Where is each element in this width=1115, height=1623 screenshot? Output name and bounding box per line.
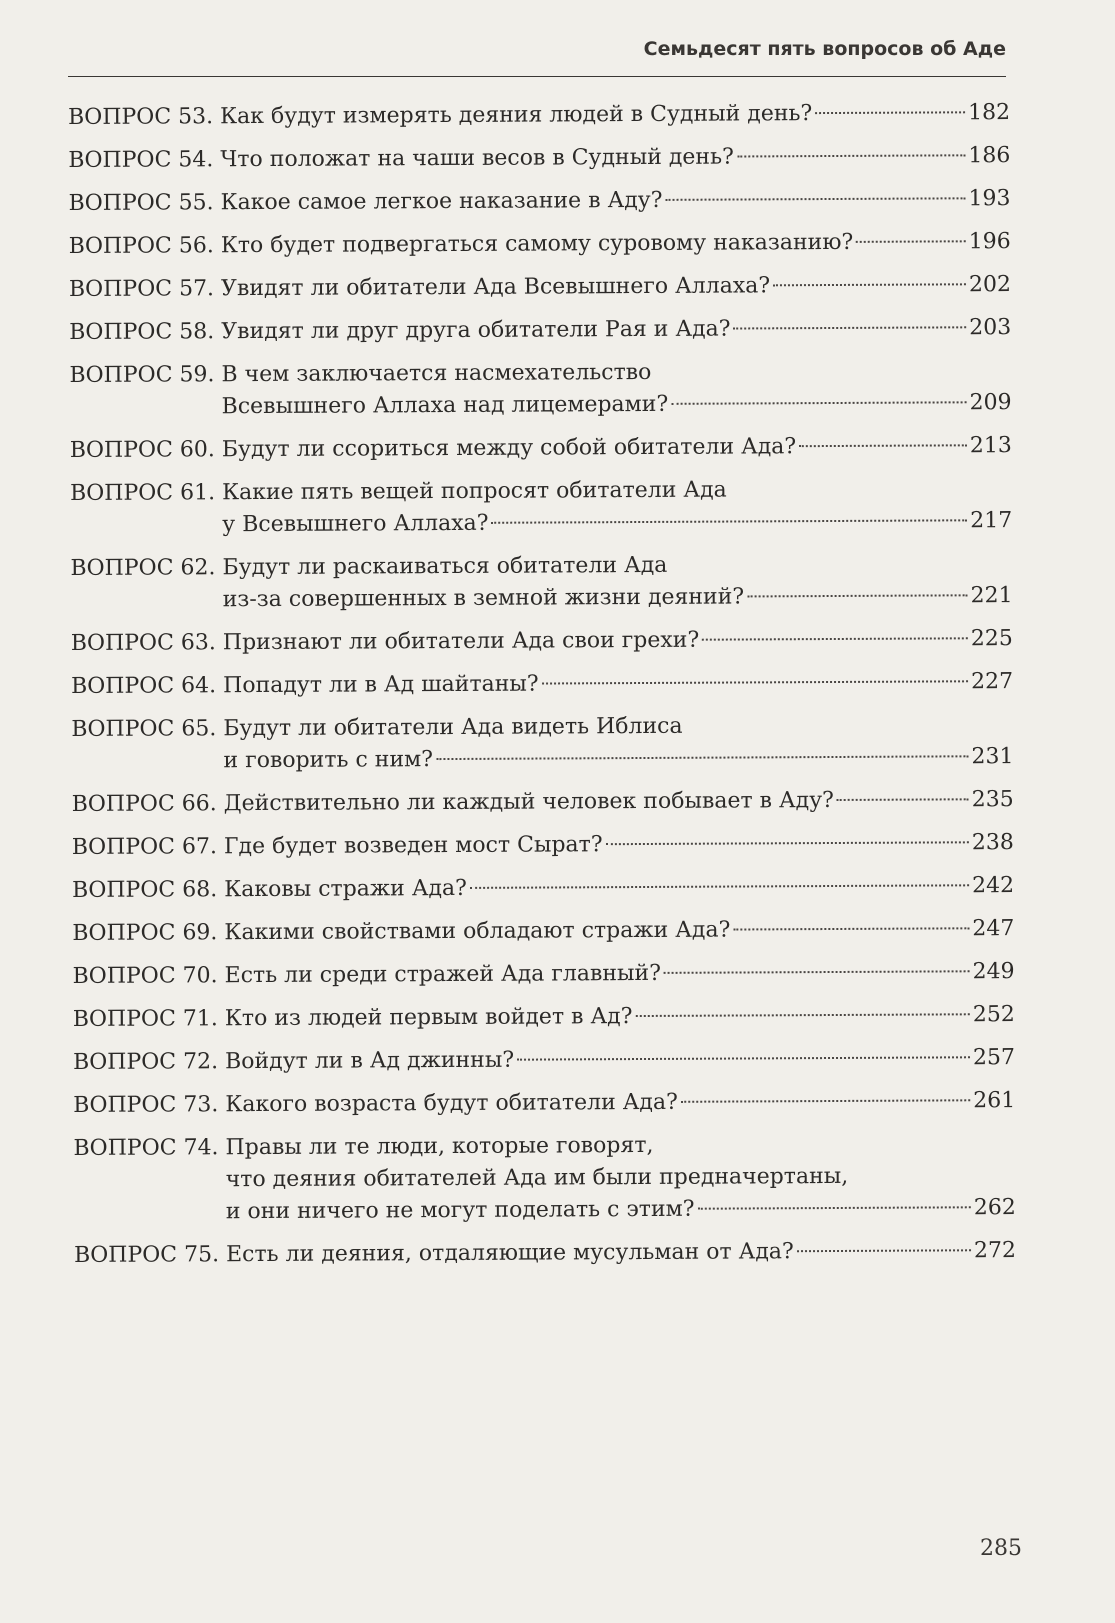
toc-entry-text: Действительно ли каждый человек побывает в Аду?	[223, 787, 834, 817]
toc-entry-page: 242	[972, 873, 1015, 899]
dot-leader	[799, 444, 967, 447]
toc-entry	[69, 312, 1011, 349]
toc-entry	[71, 709, 1013, 778]
toc-entry-page: 235	[971, 787, 1014, 813]
toc-entry	[72, 784, 1014, 821]
toc-entry-label: ВОПРОС 56.	[68, 233, 214, 259]
toc-entry-last-line	[224, 784, 1014, 820]
toc-entry-text: Есть ли деяния, отдаляющие мусульман от Ада?	[226, 1239, 794, 1268]
toc-entry-page: 209	[969, 390, 1012, 416]
toc-entry	[72, 956, 1014, 993]
toc-entry-text: Попадут ли в Ад шайтаны?	[223, 671, 539, 699]
toc-entry-body	[223, 623, 1013, 659]
toc-entry-last-line	[224, 913, 1014, 949]
toc-entry	[68, 97, 1010, 134]
toc-entry-label: ВОПРОС 73.	[73, 1092, 219, 1118]
dot-leader	[856, 240, 966, 243]
toc-entry-label: ВОПРОС 69.	[72, 920, 218, 946]
dot-leader	[606, 841, 969, 845]
toc-entry-body	[220, 140, 1010, 176]
toc-entry-body	[220, 183, 1010, 219]
toc-entry-page: 196	[968, 229, 1011, 255]
toc-entry	[70, 473, 1012, 542]
toc-entry-last-line	[225, 999, 1015, 1035]
dot-leader	[635, 1013, 969, 1017]
dot-leader	[737, 154, 965, 157]
toc-entry-body	[225, 1042, 1015, 1078]
table-of-contents	[68, 97, 1016, 1283]
toc-entry	[69, 355, 1011, 424]
toc-entry-text: Увидят ли обитатели Ада Всевышнего Аллаха?	[220, 273, 771, 302]
toc-entry	[70, 548, 1012, 617]
toc-entry-body	[225, 1128, 1015, 1228]
dot-leader	[815, 111, 965, 114]
toc-entry-last-line	[224, 870, 1014, 906]
toc-entry-text: Какое самое легкое наказание в Аду?	[220, 187, 663, 216]
dot-leader	[733, 927, 969, 930]
toc-entry-label: ВОПРОС 65.	[71, 716, 217, 742]
toc-entry-last-line	[220, 140, 1010, 176]
toc-entry-body	[224, 784, 1014, 820]
toc-entry	[73, 1085, 1015, 1122]
toc-entry-page: 272	[973, 1238, 1017, 1264]
toc-entry-body	[221, 355, 1011, 423]
toc-entry-label: ВОПРОС 61.	[69, 480, 216, 506]
toc-entry-text: что деяния обитателей Ада им были предначертаны,	[225, 1163, 849, 1193]
toc-entry-page: 186	[968, 143, 1011, 169]
dot-leader	[542, 680, 968, 684]
toc-entry-page: 247	[972, 916, 1015, 942]
toc-entry-body	[221, 269, 1011, 305]
toc-entry-body	[224, 827, 1014, 863]
toc-entry-page: 182	[968, 100, 1011, 126]
dot-leader	[671, 401, 966, 405]
toc-entry-text: В чем заключается насмехательство	[221, 359, 652, 388]
toc-entry-body	[221, 226, 1011, 262]
toc-entry-body	[225, 1085, 1015, 1121]
toc-entry-text: из-за совершенных в земной жизни деяний?	[222, 584, 745, 613]
toc-entry-text: и они ничего не могут поделать с этим?	[225, 1196, 695, 1225]
toc-entry-text: Кто из людей первым войдет в Ад?	[224, 1004, 633, 1032]
toc-entry-page: 252	[972, 1002, 1015, 1028]
toc-entry-text: Какие пять вещей попросят обитатели Ада	[222, 477, 727, 506]
toc-entry-page: 261	[973, 1088, 1016, 1114]
dot-leader	[837, 798, 969, 801]
toc-entry-label: ВОПРОС 71.	[72, 1006, 218, 1032]
dot-leader	[681, 1099, 970, 1103]
toc-entry-last-line	[223, 623, 1013, 659]
toc-entry	[73, 1128, 1015, 1229]
toc-entry-body	[224, 870, 1014, 906]
toc-entry	[69, 226, 1011, 263]
toc-entry-label: ВОПРОС 59.	[69, 362, 215, 388]
toc-entry-text: Всевышнего Аллаха над лицемерами?	[221, 391, 669, 420]
toc-entry-label: ВОПРОС 62.	[70, 555, 216, 581]
dot-leader	[747, 594, 967, 597]
toc-entry-page: 249	[972, 959, 1015, 985]
toc-entry-page: 203	[969, 315, 1012, 341]
toc-entry-text: и говорить с ним?	[223, 747, 434, 774]
toc-entry-last-line	[222, 387, 1012, 423]
dot-leader	[665, 197, 965, 201]
toc-entry-label: ВОПРОС 53.	[68, 104, 214, 130]
toc-entry	[72, 913, 1014, 950]
toc-entry-body	[222, 430, 1012, 466]
dot-leader	[517, 1056, 970, 1060]
dot-leader	[697, 1206, 970, 1209]
toc-entry-text: Войдут ли в Ад джинны?	[225, 1047, 515, 1075]
toc-entry-page: 231	[971, 744, 1014, 770]
toc-entry-text: Правы ли те люди, которые говорят,	[225, 1132, 654, 1161]
toc-entry-label: ВОПРОС 57.	[68, 276, 215, 302]
dot-leader	[797, 1249, 971, 1252]
toc-entry-last-line	[226, 1192, 1016, 1228]
toc-entry-last-line	[223, 741, 1013, 777]
toc-entry-page: 225	[970, 626, 1013, 652]
toc-entry-label: ВОПРОС 70.	[72, 963, 218, 989]
toc-entry-last-line	[221, 269, 1011, 305]
toc-entry-last-line	[223, 666, 1013, 702]
toc-entry-text: Признают ли обитатели Ада свои грехи?	[222, 627, 700, 656]
toc-entry-last-line	[225, 1042, 1015, 1078]
toc-entry-body	[220, 97, 1010, 133]
toc-entry-label: ВОПРОС 60.	[69, 437, 215, 463]
toc-entry	[71, 623, 1013, 660]
toc-entry-label: ВОПРОС 66.	[71, 791, 217, 817]
toc-entry-page: 202	[968, 272, 1012, 298]
toc-entry	[68, 140, 1010, 177]
toc-entry-last-line	[224, 827, 1014, 863]
toc-entry	[68, 183, 1010, 220]
dot-leader	[664, 970, 970, 974]
dot-leader	[470, 884, 969, 889]
dot-leader	[773, 283, 966, 286]
toc-entry-page: 257	[972, 1045, 1016, 1071]
toc-entry-text: у Всевышнего Аллаха?	[222, 510, 489, 538]
toc-entry	[72, 827, 1014, 864]
toc-entry-page: 221	[970, 583, 1013, 609]
toc-entry-body	[226, 1235, 1016, 1271]
toc-entry	[72, 870, 1014, 907]
toc-entry-body	[221, 312, 1011, 348]
toc-entry-label: ВОПРОС 75.	[73, 1242, 220, 1268]
toc-entry-text: Кто будет подвергаться самому суровому наказанию?	[220, 229, 854, 259]
toc-entry-label: ВОПРОС 74.	[73, 1135, 219, 1161]
toc-entry	[71, 666, 1013, 703]
running-header	[68, 36, 1006, 77]
toc-entry-text: Где будет возведен мост Сырат?	[223, 832, 603, 860]
toc-entry-text: Есть ли среди стражей Ада главный?	[224, 960, 662, 989]
toc-entry-text: Каковы стражи Ада?	[224, 875, 467, 903]
toc-entry	[73, 1042, 1015, 1079]
toc-entry-page: 217	[970, 508, 1013, 534]
toc-entry-body	[224, 913, 1014, 949]
toc-entry-body	[223, 666, 1013, 702]
toc-entry-label: ВОПРОС 72.	[72, 1049, 219, 1075]
toc-entry-last-line	[225, 956, 1015, 992]
dot-leader	[734, 326, 967, 329]
toc-entry-last-line	[225, 1085, 1015, 1121]
toc-entry-label: ВОПРОС 68.	[72, 877, 218, 903]
toc-entry-body	[225, 999, 1015, 1035]
toc-entry	[73, 999, 1015, 1036]
toc-entry-last-line	[221, 226, 1011, 262]
toc-entry-text: Какого возраста будут обитатели Ада?	[225, 1089, 678, 1118]
toc-entry-text: Что положат на чаши весов в Судный день?	[220, 144, 734, 173]
toc-entry	[74, 1235, 1016, 1272]
toc-entry-label: ВОПРОС 54.	[68, 147, 214, 173]
toc-entry	[69, 269, 1011, 306]
toc-entry-label: ВОПРОС 64.	[70, 673, 217, 699]
toc-entry-last-line	[222, 430, 1012, 466]
toc-entry-body	[222, 548, 1012, 616]
toc-entry-text: Будут ли ссориться между собой обитатели Ада?	[221, 434, 797, 463]
toc-entry-page: 227	[970, 669, 1014, 695]
dot-leader	[702, 637, 968, 640]
toc-entry-text: Будут ли раскаиваться обитатели Ада	[222, 552, 668, 581]
toc-entry-page: 238	[971, 830, 1014, 856]
toc-entry-page: 262	[973, 1195, 1016, 1221]
toc-entry-last-line	[220, 97, 1010, 133]
toc-entry-last-line	[226, 1235, 1016, 1271]
toc-entry-label: ВОПРОС 67.	[71, 834, 218, 860]
toc-entry-label: ВОПРОС 55.	[68, 190, 214, 216]
toc-entry-text: Какими свойствами обладают стражи Ада?	[224, 917, 731, 946]
toc-entry-last-line	[220, 183, 1010, 219]
toc-entry-text: Как будут измерять деяния людей в Судный день?	[220, 101, 813, 130]
toc-entry-text: Будут ли обитатели Ада видеть Иблиса	[223, 713, 683, 742]
toc-entry-body	[222, 473, 1012, 541]
toc-entry-body	[223, 709, 1013, 777]
toc-entry-label: ВОПРОС 58.	[69, 319, 215, 345]
toc-entry-text: Увидят ли друг друга обитатели Рая и Ада?	[221, 316, 731, 345]
toc-entry-last-line	[221, 312, 1011, 348]
toc-entry-label: ВОПРОС 63.	[70, 630, 216, 656]
toc-entry-page: 213	[969, 433, 1012, 459]
dot-leader	[492, 519, 968, 523]
toc-entry-body	[225, 956, 1015, 992]
toc-entry-last-line	[223, 580, 1013, 616]
toc-entry-page: 193	[968, 186, 1011, 212]
toc-entry-last-line	[222, 505, 1012, 541]
running-header-title: Семьдесят пять вопросов об Аде	[643, 38, 1006, 60]
page-number: 285	[980, 1536, 1022, 1561]
dot-leader	[436, 755, 968, 760]
toc-entry	[70, 430, 1012, 467]
